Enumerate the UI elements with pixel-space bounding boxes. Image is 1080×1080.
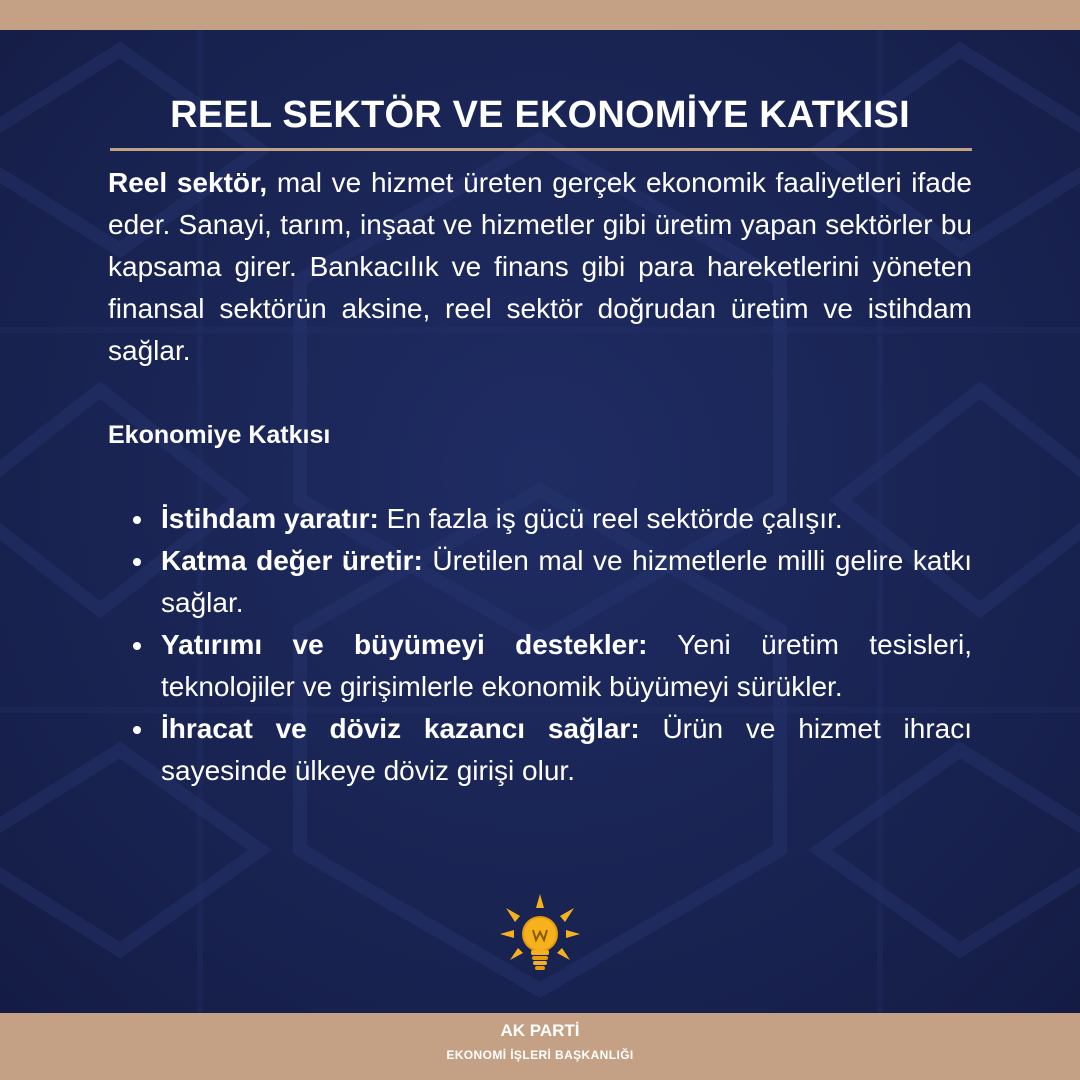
list-item-title: İhracat ve döviz kazancı sağlar: xyxy=(161,713,640,744)
list-item-title: İstihdam yaratır: xyxy=(161,503,379,534)
lightbulb-icon xyxy=(500,894,580,976)
list-item-text: En fazla iş gücü reel sektörde çalışır. xyxy=(378,503,843,534)
list-item-text: Yeni üretim tesisleri, teknolojiler ve girişimlerle ekonomik büyümeyi sürükler. xyxy=(161,629,972,702)
bullet-icon xyxy=(133,516,141,524)
contribution-list xyxy=(108,498,972,792)
section-heading: Ekonomiye Katkısı xyxy=(108,421,331,449)
list-item xyxy=(108,708,972,792)
title-underline xyxy=(110,148,972,151)
footer-band xyxy=(0,1013,1080,1080)
org-name: AK PARTİ xyxy=(500,1021,580,1040)
list-item xyxy=(108,498,972,540)
list-item-title: Katma değer üretir: xyxy=(161,545,423,576)
list-item xyxy=(108,540,972,624)
intro-bold-lead: Reel sektör, xyxy=(108,167,268,198)
list-item-text: Ürün ve hizmet ihracı sayesinde ülkeye döviz girişi olur. xyxy=(161,713,972,786)
department-name: EKONOMİ İŞLERİ BAŞKANLIĞI xyxy=(446,1048,634,1062)
bullet-icon xyxy=(133,558,141,566)
intro-paragraph xyxy=(108,162,972,372)
bullet-icon xyxy=(133,726,141,734)
intro-text: mal ve hizmet üreten gerçek ekonomik faaliyetleri ifade eder. Sanayi, tarım, inşaat ve hizmetler gibi üretim yapan sektörler bu kapsama girer. Bankacılık ve finans gibi para hareketlerini yöneten finansal sektörün aksine, reel sektör doğrudan üretim ve istihdam sağlar. xyxy=(108,167,973,366)
list-item-title: Yatırımı ve büyümeyi destekler: xyxy=(161,629,648,660)
bullet-icon xyxy=(133,642,141,650)
main-content xyxy=(108,162,972,792)
list-item xyxy=(108,624,972,708)
top-band xyxy=(0,0,1080,30)
page-title: REEL SEKTÖR VE EKONOMİYE KATKISI xyxy=(170,94,910,136)
content-canvas xyxy=(0,30,1080,1013)
list-item-text: Üretilen mal ve hizmetlerle milli gelire katkı sağlar. xyxy=(161,545,973,618)
